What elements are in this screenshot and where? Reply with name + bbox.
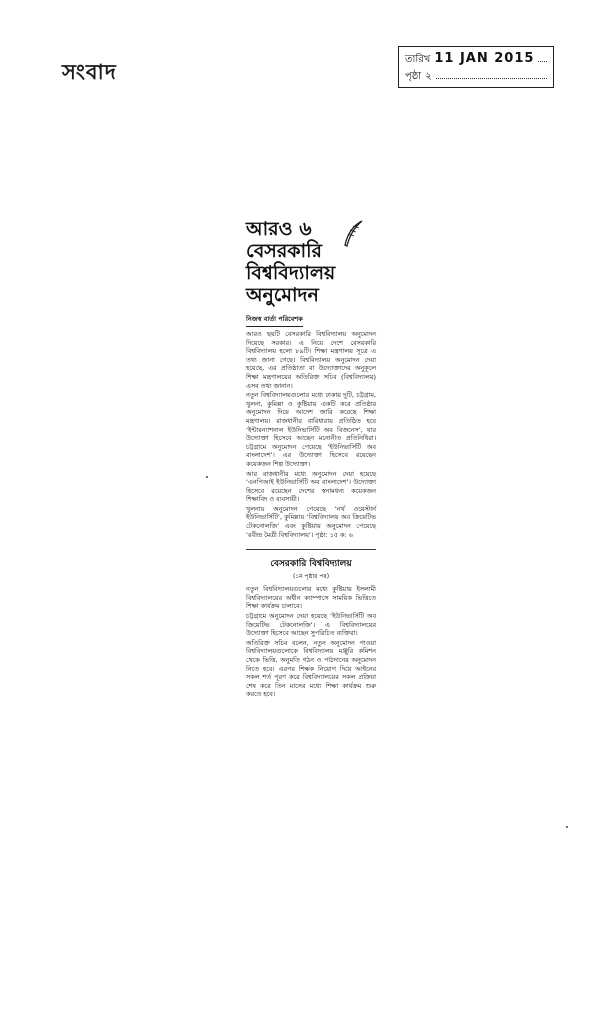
article-byline: নিজস্ব বার্তা পরিবেশক bbox=[246, 314, 303, 327]
stamp-dotted-line bbox=[436, 77, 547, 79]
section-divider bbox=[246, 549, 376, 550]
scan-speck bbox=[566, 826, 568, 828]
date-stamp bbox=[398, 46, 554, 88]
quill-pen-icon bbox=[342, 220, 364, 248]
stamp-page-label: পৃষ্ঠা bbox=[405, 71, 422, 82]
stamp-date-label: তারিখ bbox=[405, 54, 431, 65]
scan-speck bbox=[206, 476, 208, 478]
article-body bbox=[246, 330, 376, 539]
continuation-paragraph: নতুন বিশ্ববিদ্যালয়গুলোর মধ্যে কুষ্টিয়ায় ইসলামী বিশ্ববিদ্যালয়ের অধীন ক্যাম্পাসে সাময়িক ভিত্তিতে শিক্ষা কার্যক্রম চালাবে। bbox=[246, 585, 376, 611]
stamp-date-row bbox=[405, 50, 547, 68]
stamp-page-value: ২ bbox=[425, 71, 432, 82]
news-clipping bbox=[246, 218, 376, 700]
continuation-note: (১ম পৃষ্ঠার পর) bbox=[292, 573, 330, 581]
continuation-paragraph: চট্টগ্রামে অনুমোদন দেয়া হয়েছে ‘ইউনিভার্সিটি অব ক্রিয়েটিভ টেকনোলজি’। এ বিশ্ববিদ্যালয়ের উদ্যোক্তা হিসেবে আছেন সুপরিচিত ব্যক্তিরা। bbox=[246, 612, 376, 638]
continuation-paragraph: অতিরিক্ত সচিব বলেন, নতুন অনুমোদন পাওয়া বিশ্ববিদ্যালয়গুলোকে বিশ্ববিদ্যালয় মঞ্জুরি কমিশন থেকে ভিত্তি, অনুমতি গঠন ও পাঠদানের অনুমোদন নিতে হবে। এরপর শিক্ষক নিয়োগ দিয়ে আইনের সকল শর্ত পূরণ করে বিশ্ববিদ্যালয়ের সকল প্রক্রিয়া শেষ করে তিন মাসের মধ্যে শিক্ষা কার্যক্রম শুরু করতে হবে। bbox=[246, 638, 376, 699]
newspaper-masthead: সংবাদ bbox=[62, 60, 117, 84]
continuation-heading: বেসরকারি বিশ্ববিদ্যালয় bbox=[270, 559, 352, 570]
stamp-date-value: 11 JAN 2015 bbox=[434, 51, 535, 66]
stamp-dotted-line bbox=[538, 60, 547, 62]
article-paragraph: খুলনায় অনুমোদন পেয়েছে ‘নর্থ ওয়েস্টার্ন ইউনিভার্সিটি’, কুমিল্লায় ‘বিশ্ববিদ্যালয় অব ক্রিয়েটিভ টেকনোলজি’ এবং কুষ্টিয়ায় অনুমোদন পেয়েছে ‘রবীন্দ্র মৈত্রী বিশ্ববিদ্যালয়’। পৃষ্ঠা: ১৫ ক: ৬ bbox=[246, 504, 376, 539]
article-paragraph: নতুন বিশ্ববিদ্যালয়গুলোর মধ্যে ঢাকায় দুটি, চট্টগ্রাম, খুলনা, কুমিল্লা ও কুষ্টিয়ায় একটি করে প্রতিষ্ঠার অনুমোদন দিয়ে আদেশ জারি করেছে শিক্ষা মন্ত্রণালয়। রাজধানীর বারিধারায় প্রতিষ্ঠিত হবে ‘ইন্টারন্যাশনাল ইউনিভার্সিটি অব বিজনেস’, যার উদ্যোক্তা হিসেবে আছেন মনোনীত প্রতিনিধিরা। চট্টগ্রামে অনুমোদন পেয়েছে ‘ইউনিভার্সিটি অব বাংলাদেশ’। এর উদ্যোক্তা হিসেবে রয়েছেন কয়েকজন শিল্প উদ্যোক্তা। bbox=[246, 391, 376, 468]
stamp-page-row bbox=[405, 68, 547, 85]
continuation-body bbox=[246, 585, 376, 699]
article-headline: আরও ৬ বেসরকারি বিশ্ববিদ্যালয় অনুমোদন bbox=[246, 218, 336, 306]
article-paragraph: আরও ছয়টি বেসরকারি বিশ্ববিদ্যালয় অনুমোদন দিয়েছে সরকার। এ নিয়ে দেশে বেসরকারি বিশ্ববিদ্যালয় হলো ৮৯টি। শিক্ষা মন্ত্রণালয় সূত্রে এ তথ্য জানা গেছে। বিশ্ববিদ্যালয় অনুমোদন দেয়া হয়েছে, এর প্রতিষ্ঠাতা বা উদ্যোক্তাদের অনুকূলে শিক্ষা মন্ত্রণালয়ের অতিরিক্ত সচিব (বিশ্ববিদ্যালয়) এসব তথ্য জানান। bbox=[246, 330, 376, 390]
article-paragraph: আর রাজধানীর মধ্যে অনুমোদন দেয়া হয়েছে ‘এনপিআই ইউনিভার্সিটি অব বাংলাদেশ’। উদ্যোক্তা হিসেবে রয়েছেন দেশের স্বনামধন্য কয়েকজন শিক্ষাবিদ ও ব্যবসায়ী। bbox=[246, 469, 376, 504]
